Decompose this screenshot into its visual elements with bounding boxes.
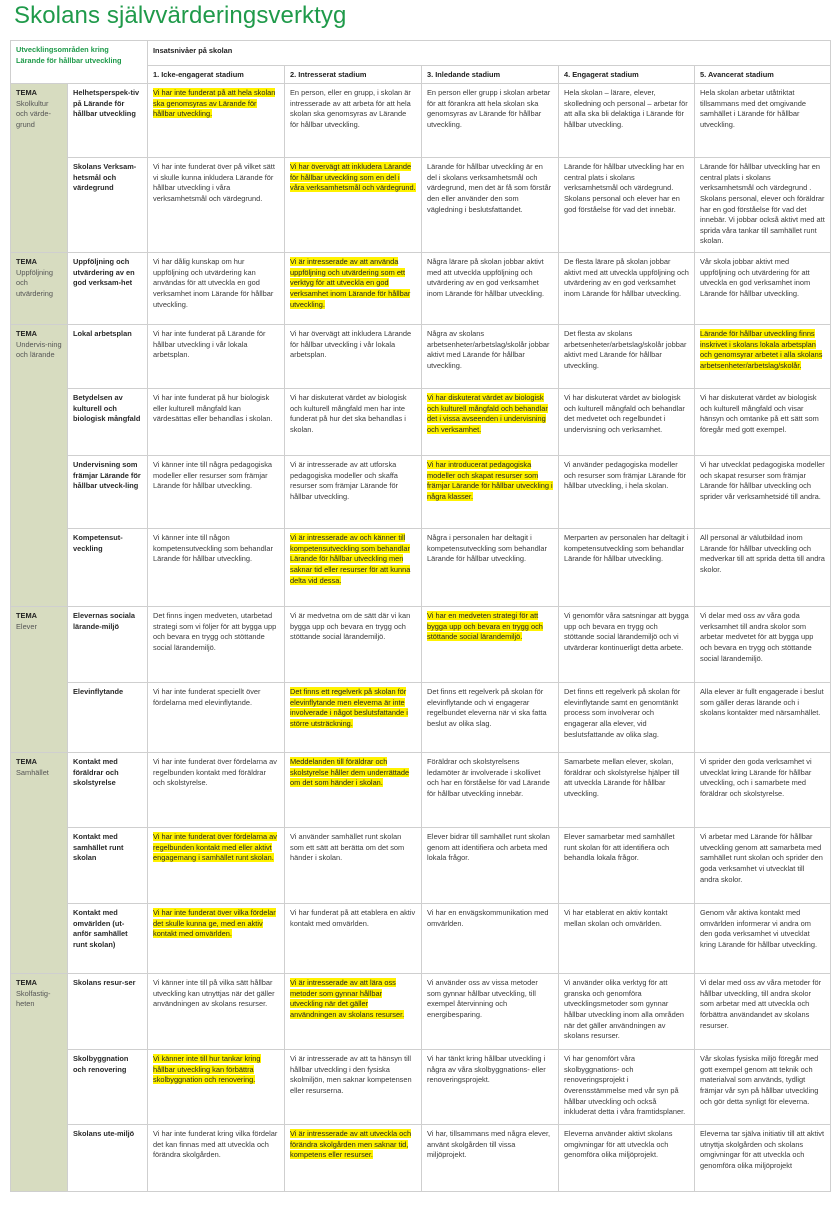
level-2-cell	[285, 904, 422, 974]
level-4-cell	[559, 325, 695, 389]
level-2-cell	[285, 828, 422, 904]
level-4-cell	[559, 683, 695, 753]
page-title: Skolans självvärderingsverktyg	[14, 2, 347, 29]
level-2-cell	[285, 456, 422, 529]
highlighted-statement: Vi känner inte till hur tankar kring hållbar utveckling kan förbättra skolbyggnation och renovering.	[153, 1054, 261, 1085]
level-1-cell	[148, 1125, 285, 1192]
theme-name: Uppföljning och utvärdering	[16, 267, 53, 298]
statement: Vi känner inte till på vilka sätt hållbar utveckling kan utnyttjas när det gäller användningen av skolans resurser.	[153, 978, 275, 1009]
statement: Vår skola jobbar aktivt med uppföljning och utvärdering för att utveckla en god verksamhet inom Lärande för hållbar utveckling.	[700, 257, 811, 298]
level-3-cell	[422, 1125, 559, 1192]
level-1-cell	[148, 158, 285, 253]
level-4-cell	[559, 84, 695, 158]
level-3-cell	[422, 607, 559, 683]
level-5-cell	[695, 974, 831, 1050]
development-area: Betydelsen av kulturell och biologisk mångfald	[68, 389, 148, 456]
statement: Vi använder olika verktyg för att granska och genomföra utvecklingsmetoder som gynnar hållbar utveckling inom alla områden när det gäller användningen av skolans resurser.	[564, 978, 684, 1041]
theme-cell	[11, 84, 68, 253]
development-area: Elevernas sociala lärande-miljö	[68, 607, 148, 683]
highlighted-statement: Vi har diskuterat värdet av biologisk och kulturell mångfald och behandlar det i vissa avseenden i undervisning och verksamhet.	[427, 393, 548, 434]
statement: Merparten av personalen har deltagit i kompetensutveckling som behandlar Lärande för hållbar utveckling.	[564, 533, 689, 564]
statement: Vi har övervägt att inkludera Lärande för hållbar utveckling i vår lokala arbetsplan.	[290, 329, 412, 360]
theme-name: Samhället	[16, 767, 49, 777]
statement: Vi har etablerat en aktiv kontakt mellan skolan och omvärlden.	[564, 908, 668, 928]
level-5-cell	[695, 456, 831, 529]
table-row	[11, 253, 831, 325]
level-1-cell	[148, 607, 285, 683]
table-row	[11, 456, 831, 529]
level-4-cell	[559, 456, 695, 529]
statement: Vi känner inte till några pedagogiska modeller eller resurser som främjar Lärande för hållbar utveckling.	[153, 460, 273, 491]
table-row	[11, 607, 831, 683]
level-2-cell	[285, 84, 422, 158]
table-row	[11, 529, 831, 607]
theme-label: TEMA	[16, 329, 37, 339]
statement: Vi har diskuterat värdet av biologisk och kulturell mångfald och visar hänsyn och omtanke på ett sätt som föregår med gott exempel.	[700, 393, 819, 434]
level-1-cell	[148, 904, 285, 974]
level-3-cell	[422, 753, 559, 828]
development-area: Elevinflytande	[68, 683, 148, 753]
level-header-4: 4. Engagerat stadium	[559, 65, 695, 84]
statement: Vi har genomfört våra skolbyggnations- och renoveringsprojekt i överensstämmelse med vår syn på hållbar utveckling och också inkluderat detta i våra framtidsplaner.	[564, 1054, 686, 1117]
statement: Det flesta av skolans arbetsenheter/arbetslag/skolår jobbar aktivt med Lärande för hållbar utveckling.	[564, 329, 687, 370]
statement: Vi använder pedagogiska modeller och resurser som främjar Lärande för hållbar utveckling, i hela skolan.	[564, 460, 686, 491]
level-4-cell	[559, 753, 695, 828]
statement: En person eller grupp i skolan arbetar för att förankra att hela skolan ska genomsyras av Lärande för hållbar utveckling.	[427, 88, 551, 129]
level-3-cell	[422, 84, 559, 158]
statement: Vi har tänkt kring hållbar utveckling i några av våra skolbyggnations- eller renoveringsprojekt.	[427, 1054, 546, 1085]
statement: Vi delar med oss av våra goda verksamhet till andra skolor som arbetar medvetet för att bygga upp och bevara en trygg och stöttande social lärandemiljö.	[700, 611, 814, 663]
statement: Vi är intresserade av att ta hänsyn till hållbar utveckling i den fysiska skolmiljön, men saknar kompetensen eller resurserna.	[290, 1054, 412, 1095]
level-4-cell	[559, 253, 695, 325]
statement: Vi har inte funderat kring vilka fördelar det kan finnas med att utveckla och förändra skolgården.	[153, 1129, 278, 1160]
level-3-cell	[422, 389, 559, 456]
table-row	[11, 325, 831, 389]
table-row	[11, 84, 831, 158]
level-3-cell	[422, 683, 559, 753]
theme-cell	[11, 974, 68, 1192]
level-1-cell	[148, 325, 285, 389]
statement: Vi är intresserade av att utforska pedagogiska modeller och skaffa resurser som främjar Lärande för hållbar utveckling.	[290, 460, 399, 501]
highlighted-statement: Vi har en medveten strategi för att bygga upp och bevara en trygg och stöttande social lärandemiljö.	[427, 611, 543, 642]
statement: De flesta lärare på skolan jobbar aktivt med att utveckla uppföljning och utvärdering av en god verksamhet inom Lärande för hållbar utveckling.	[564, 257, 689, 298]
development-area: Kontakt med omvärlden (ut-anför samhället runt skolan)	[68, 904, 148, 974]
level-5-cell	[695, 325, 831, 389]
development-area: Kompetensut-veckling	[68, 529, 148, 607]
statement: Vi har funderat på att etablera en aktiv kontakt med omvärlden.	[290, 908, 416, 928]
theme-name: Elever	[16, 621, 37, 631]
statement: Vi har inte funderat över på vilket sätt vi skulle kunna inkludera Lärande för hållbar utveckling i våra verksamhetsmål och värdegrund.	[153, 162, 275, 203]
statement: Vi använder oss av vissa metoder som gynnar hållbar utveckling, till exempel återvinning och energibesparing.	[427, 978, 538, 1019]
statement: Vår skolas fysiska miljö föregår med gott exempel genom att teknik och materialval som används, tydligt främjar vår syn på hållbar utveckling och gör detta synligt för eleverna.	[700, 1054, 819, 1106]
development-area: Kontakt med föräldrar och skolstyrelse	[68, 753, 148, 828]
level-5-cell	[695, 389, 831, 456]
statement: Samarbete mellan elever, skolan, föräldrar och skolstyrelse hjälper till att utveckla Lärande för hållbar utveckling.	[564, 757, 680, 798]
theme-label: TEMA	[16, 257, 37, 267]
highlighted-statement: Meddelanden till föräldrar och skolstyrelse håller dem underrättade om det som händer i skolan.	[290, 757, 410, 788]
highlighted-statement: Det finns ett regelverk på skolan för elevinflytande men eleverna är inte involverade i något beslutsfattande i större utsträckning.	[290, 687, 408, 728]
statement: Vi har inte funderat över fördelarna av regelbunden kontakt med föräldrar och skolstyrelse.	[153, 757, 277, 788]
highlighted-statement: Vi är intresserade av att lära oss metoder som gynnar hållbar utveckling när det gäller användningen av skolans resurser.	[290, 978, 405, 1019]
statement: Vi har diskuterat värdet av biologisk och kulturell mångfald och behandlar det medvetet och regelbundet i undervisning och verksamhet.	[564, 393, 685, 434]
level-5-cell	[695, 607, 831, 683]
statement: Vi har inte funderat på Lärande för hållbar utveckling i vår lokala arbetsplan.	[153, 329, 266, 360]
level-1-cell	[148, 389, 285, 456]
level-3-cell	[422, 456, 559, 529]
theme-cell	[11, 325, 68, 607]
level-4-cell	[559, 529, 695, 607]
level-1-cell	[148, 974, 285, 1050]
area-header-line2: Lärande för hållbar utveckling	[16, 55, 122, 65]
statement: Det finns ingen medveten, utarbetad strategi som vi följer för att bygga upp och bevara en trygg och stöttande social lärandemiljö.	[153, 611, 277, 652]
statement: Föräldrar och skolstyrelsens ledamöter är involverade i skollivet och har en förståelse för vad Lärande för hållbar utveckling innebär.	[427, 757, 550, 798]
statement: Det finns ett regelverk på skolan för elevinflytande samt en genomtänkt process som involverar och engagerar alla elever, vid beslutsfattande av olika slag.	[564, 687, 681, 739]
level-2-cell	[285, 1125, 422, 1192]
statement: Vi är medvetna om de sätt där vi kan bygga upp och bevara en trygg och stöttande social lärandemiljö.	[290, 611, 411, 642]
level-3-cell	[422, 158, 559, 253]
statement: Vi har en envägskommunikation med omvärlden.	[427, 908, 549, 928]
level-1-cell	[148, 753, 285, 828]
statement: Lärande för hållbar utveckling är en del i skolans verksamhetsmål och värdegrund, men det är få som förstår den eller använder den som vägledning i beslutsfattandet.	[427, 162, 552, 214]
level-5-cell	[695, 828, 831, 904]
highlighted-statement: Vi har inte funderat över fördelarna av regelbunden kontakt med eller aktivt engagemang i samhället runt skolan.	[153, 832, 277, 863]
level-header-5: 5. Avancerat stadium	[695, 65, 831, 84]
level-2-cell	[285, 389, 422, 456]
theme-cell	[11, 607, 68, 753]
level-1-cell	[148, 828, 285, 904]
table-row	[11, 904, 831, 974]
highlighted-statement: Vi är intresserade av och känner till kompetensutveckling som behandlar Lärande för hållbar utveckling men saknar tid eller resurser för att kunna delta vid dessa.	[290, 533, 411, 585]
level-2-cell	[285, 158, 422, 253]
header-row-top	[11, 41, 831, 66]
area-header-line1: Utvecklingsområden kring	[16, 45, 109, 54]
level-3-cell	[422, 1050, 559, 1125]
statement: Vi känner inte till någon kompetensutveckling som behandlar Lärande för hållbar utveckling.	[153, 533, 273, 564]
highlighted-statement: Vi är intresserade av att använda uppföljning och utvärdering som ett verktyg för att utveckla en god verksamhet inom Lärande för hållbar utveckling.	[290, 257, 411, 309]
statement: Vi har dålig kunskap om hur uppföljning och utvärdering kan användas för att utveckla en god verksamhet inom Lärande för hållbar utveckling.	[153, 257, 274, 309]
table-row	[11, 1125, 831, 1192]
table-row	[11, 974, 831, 1050]
table-row	[11, 389, 831, 456]
theme-cell	[11, 753, 68, 974]
level-3-cell	[422, 974, 559, 1050]
development-area: Skolans Verksam-hetsmål och värdegrund	[68, 158, 148, 253]
statement: Eleverna tar själva initiativ till att aktivt utnyttja skolgården och skolans omgivningar för att utveckla och genomföra olika miljöprojekt	[700, 1129, 825, 1170]
theme-label: TEMA	[16, 978, 37, 988]
level-header-1: 1. Icke-engagerat stadium	[148, 65, 285, 84]
statement: Några av skolans arbetsenheter/arbetslag/skolår jobbar aktivt med Lärande för hållbar utveckling.	[427, 329, 550, 370]
statement: Genom vår aktiva kontakt med omvärlden informerar vi andra om den goda verksamhet vi utvecklat kring Lärande för hållbar utveckling.	[700, 908, 818, 949]
level-5-cell	[695, 1125, 831, 1192]
development-area: Skolans ute-miljö	[68, 1125, 148, 1192]
theme-name: Skolfastig-heten	[16, 988, 51, 1009]
statement: Eleverna använder aktivt skolans omgivningar för att utveckla och genomföra olika miljöprojekt.	[564, 1129, 673, 1160]
level-5-cell	[695, 529, 831, 607]
development-area: Skolans resur-ser	[68, 974, 148, 1050]
statement: Vi genomför våra satsningar att bygga upp och bevara en trygg och stöttande social lärandemiljö och vi utvärderar kontinuerligt detta arbete.	[564, 611, 689, 652]
level-header-3: 3. Inledande stadium	[422, 65, 559, 84]
level-2-cell	[285, 683, 422, 753]
statement: Lärande för hållbar utveckling har en central plats i skolans verksamhetsmål och värdegrund. Skolans personal och elever har en god förståelse för vad det innebär.	[564, 162, 684, 214]
level-5-cell	[695, 753, 831, 828]
statement: All personal är välutbildad inom Lärande för hållbar utveckling och medverkar till att sprida detta till andra skolor.	[700, 533, 825, 574]
level-2-cell	[285, 607, 422, 683]
table-row	[11, 683, 831, 753]
development-area: Uppföljning och utvärdering av en god verksam-het	[68, 253, 148, 325]
development-area: Undervisning som främjar Lärande för hållbar utveck-ling	[68, 456, 148, 529]
statement: Några lärare på skolan jobbar aktivt med att utveckla uppföljning och utvärdering av en god verksamhet inom Lärande för hållbar utveckling.	[427, 257, 545, 298]
statement: Elever samarbetar med samhället runt skolan för att identifiera och behandla lokala frågor.	[564, 832, 675, 863]
level-4-cell	[559, 904, 695, 974]
statement: Hela skolan arbetar utåtriktat tillsammans med det omgivande samhället i Lärande för hållbar utveckling.	[700, 88, 806, 129]
statement: Vi arbetar med Lärande för hållbar utveckling genom att samarbeta med samhället runt skolan och sprider den goda verksamhet vi utvecklat till andra skolor.	[700, 832, 823, 884]
statement: En person, eller en grupp, i skolan är intresserade av att arbeta för att hela skolan ska genomsyras av Lärande för hållbar utveckling.	[290, 88, 411, 129]
theme-label: TEMA	[16, 88, 37, 98]
self-evaluation-table	[10, 40, 831, 1192]
theme-cell	[11, 253, 68, 325]
table-body	[11, 84, 831, 1192]
statement: Vi har inte funderat speciellt över fördelarna med elevinflytande.	[153, 687, 261, 707]
area-column-header	[11, 41, 148, 84]
statement: Vi sprider den goda verksamhet vi utvecklat kring Lärande för hållbar utveckling, och i samarbete med föräldrar och skolstyrelse.	[700, 757, 812, 798]
level-3-cell	[422, 904, 559, 974]
development-area: Skolbyggnation och renovering	[68, 1050, 148, 1125]
table-row	[11, 828, 831, 904]
statement: Vi delar med oss av våra metoder för hållbar utveckling, till andra skolor som arbetar med att utveckla och förbättra användandet av skolans resurser.	[700, 978, 822, 1030]
theme-label: TEMA	[16, 611, 37, 621]
level-2-cell	[285, 974, 422, 1050]
table-row	[11, 158, 831, 253]
theme-name: Skolkultur och värde-grund	[16, 98, 51, 129]
highlighted-statement: Vi är intresserade av att utveckla och förändra skolgården men saknar tid, kompetens eller resurser.	[290, 1129, 412, 1160]
development-area: Helhetsperspek-tiv på Lärande för hållbar utveckling	[68, 84, 148, 158]
level-5-cell	[695, 904, 831, 974]
level-1-cell	[148, 1050, 285, 1125]
table-row	[11, 1050, 831, 1125]
statement: Det finns ett regelverk på skolan för elevinflytande och vi engagerar regelbundet eleverna när vi ska fatta beslut av olika slag.	[427, 687, 547, 728]
development-area: Lokal arbetsplan	[68, 325, 148, 389]
table-row	[11, 753, 831, 828]
level-2-cell	[285, 753, 422, 828]
level-4-cell	[559, 974, 695, 1050]
level-3-cell	[422, 529, 559, 607]
highlighted-statement: Vi har inte funderat på att hela skolan ska genomsyras av Lärande för hållbar utveckling.	[153, 88, 276, 119]
level-1-cell	[148, 529, 285, 607]
level-2-cell	[285, 1050, 422, 1125]
level-4-cell	[559, 607, 695, 683]
development-area: Kontakt med samhället runt skolan	[68, 828, 148, 904]
level-2-cell	[285, 529, 422, 607]
level-1-cell	[148, 683, 285, 753]
statement: Vi har inte funderat på hur biologisk eller kulturell mångfald kan värdesättas eller behandlas i skolan.	[153, 393, 273, 424]
statement: Elever bidrar till samhället runt skolan genom att identifiera och arbeta med lokala frågor.	[427, 832, 550, 863]
level-1-cell	[148, 84, 285, 158]
highlighted-statement: Vi har introducerat pedagogiska modeller och skapat resurser som främjar Lärande för hållbar utveckling i några klasser.	[427, 460, 553, 501]
level-5-cell	[695, 158, 831, 253]
theme-label: TEMA	[16, 757, 37, 767]
statement: Lärande för hållbar utveckling har en central plats i skolans verksamhetsmål och värdegrund . Skolans personal, elever och föräldrar har en god förståelse för vad det innebär. Vi jobbar också aktivt med att sprida våra tankar till samhället runt skolan.	[700, 162, 825, 246]
level-5-cell	[695, 1050, 831, 1125]
level-4-cell	[559, 1125, 695, 1192]
level-2-cell	[285, 253, 422, 325]
level-header-2: 2. Intresserat stadium	[285, 65, 422, 84]
statement: Vi har, tillsammans med några elever, använt skolgården till vissa miljöprojekt.	[427, 1129, 551, 1160]
level-1-cell	[148, 253, 285, 325]
level-4-cell	[559, 828, 695, 904]
theme-name: Undervis-ning och lärande	[16, 339, 62, 360]
level-2-cell	[285, 325, 422, 389]
statement: Vi har diskuterat värdet av biologisk och kulturell mångfald men har inte funderat på hur det ska behandlas i skolan.	[290, 393, 407, 434]
level-3-cell	[422, 325, 559, 389]
level-3-cell	[422, 253, 559, 325]
level-1-cell	[148, 456, 285, 529]
statement: Hela skolan – lärare, elever, skolledning och personal – arbetar för att alla ska bli delaktiga i Lärande för hållbar utveckling.	[564, 88, 688, 129]
level-4-cell	[559, 158, 695, 253]
statement: Vi har utvecklat pedagogiska modeller och skapat resurser som främjar Lärande för hållbar utveckling och sprider vår verksamhetsidé till andra.	[700, 460, 825, 501]
statement: Vi använder samhället runt skolan som ett sätt att berätta om det som händer i skolan.	[290, 832, 405, 863]
highlighted-statement: Lärande för hållbar utveckling finns inskrivet i skolans lokala arbetsplan och genomsyrar arbetet i alla skolans arbetsenheter/arbetslag/skolår.	[700, 329, 823, 370]
statement: Några i personalen har deltagit i kompetensutveckling som behandlar Lärande för hållbar utveckling.	[427, 533, 547, 564]
level-3-cell	[422, 828, 559, 904]
highlighted-statement: Vi har inte funderat över vilka fördelar det skulle kunna ge, med en aktiv kontakt med omvärlden.	[153, 908, 276, 939]
level-4-cell	[559, 1050, 695, 1125]
levels-title: Insatsnivåer på skolan	[148, 41, 831, 66]
level-5-cell	[695, 253, 831, 325]
level-4-cell	[559, 389, 695, 456]
statement: Alla elever är fullt engagerade i beslut som gäller deras lärande och i skolans kontakter med närsamhället.	[700, 687, 824, 718]
level-5-cell	[695, 683, 831, 753]
highlighted-statement: Vi har övervägt att inkludera Lärande för hållbar utveckling som en del i våra verksamhetsmål och värdegrund.	[290, 162, 416, 193]
level-5-cell	[695, 84, 831, 158]
